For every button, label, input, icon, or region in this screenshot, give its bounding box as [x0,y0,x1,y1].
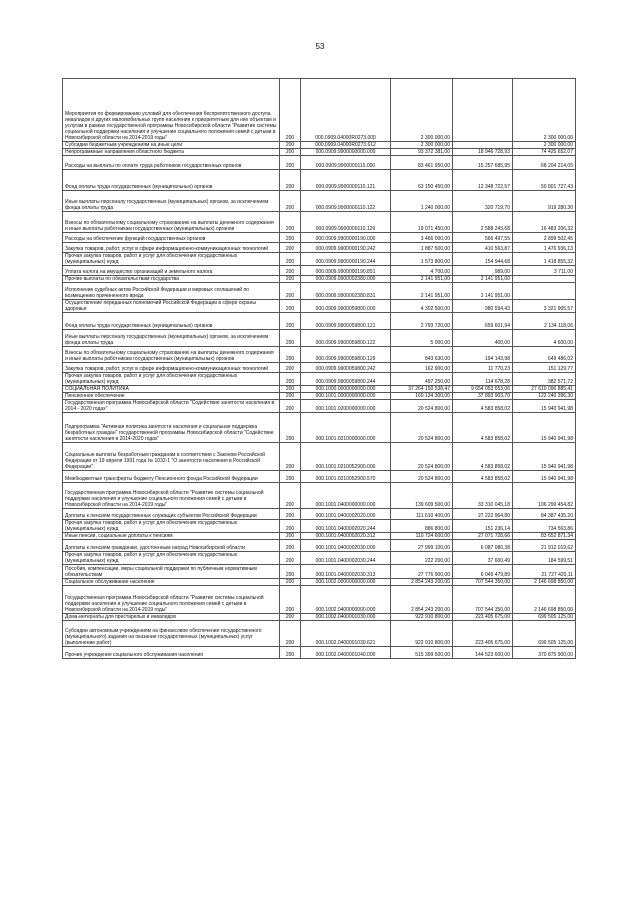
executed-amount-cell: 2 141 951,00 [453,283,513,300]
item-name-cell: Пенсионное обеспечение [63,393,280,400]
item-name-cell: Прочая закупка товаров, работ и услуг для обеспечения государственных (муниципальных) нужд [63,253,280,266]
budget-code-cell: 000.0909.9900002380.831 [301,283,391,300]
item-name-cell: Фонд оплаты труда государственных (муниципальных) органов [63,313,280,330]
budget-code-cell: 000.1001.0400002020.000 [301,509,391,520]
executed-amount-cell: 18 946 728,93 [453,149,513,156]
remaining-amount-cell: 2 146 698 850,00 [513,579,576,586]
budget-code-cell: 000.0909.9900059800.000 [301,300,391,313]
budget-code-cell: 000.0909.04000R0273.612 [301,142,391,149]
table-row [63,586,576,614]
approved-amount-cell: 5 000,00 [391,330,453,347]
remaining-amount-cell: 151 129,77 [513,363,576,373]
budget-code-cell: 000.1002.0400001030.621 [301,621,391,647]
remaining-amount-cell: 106 299 454,82 [513,483,576,509]
remaining-amount-cell: 27 610 096 885,41 [513,386,576,393]
admin-code-cell: 200 [280,393,301,400]
table-row [63,300,576,313]
remaining-amount-cell: 1 476 936,13 [513,243,576,253]
executed-amount-cell: 11 770,23 [453,363,513,373]
executed-amount-cell: 9 654 053 653,06 [453,386,513,393]
admin-code-cell: 200 [280,373,301,386]
remaining-amount-cell: 1 418 855,32 [513,253,576,266]
item-name-cell: Прочая закупка товаров, работ и услуг для обеспечения государственных (муниципальных) нужд [63,552,280,565]
executed-amount-cell: 27 071 728,66 [453,533,513,540]
budget-code-cell: 000.1001.0400002030.000 [301,540,391,552]
table-row [63,191,576,212]
table-row [63,142,576,149]
admin-code-cell: 200 [280,400,301,413]
table-row [63,533,576,540]
table-row [63,156,576,170]
executed-amount-cell: 707 544 350,00 [453,579,513,586]
executed-amount-cell: 37 600,49 [453,552,513,565]
table-row [63,647,576,659]
approved-amount-cell: 2 300 000,00 [391,79,453,142]
budget-code-cell: 000.1002.0400001030.000 [301,614,391,621]
approved-amount-cell: 2 793 720,00 [391,313,453,330]
executed-amount-cell: 4 583 858,02 [453,471,513,483]
table-row [63,443,576,471]
budget-code-cell: 000.0909.9900059800.244 [301,373,391,386]
approved-amount-cell: 922 910 800,00 [391,621,453,647]
budget-code-cell: 000.0909.9900000110.121 [301,170,391,191]
admin-code-cell: 200 [280,520,301,533]
admin-code-cell: 200 [280,300,301,313]
item-name-cell: Доплаты к пенсиям государственных служащих субъектов Российской Федерации [63,509,280,520]
remaining-amount-cell: 699 505 125,00 [513,614,576,621]
remaining-amount-cell: 15 940 941,98 [513,413,576,443]
page-number: 53 [315,42,325,51]
budget-table-body [63,79,576,659]
executed-amount-cell: 154 944,68 [453,253,513,266]
admin-code-cell: 200 [280,79,301,142]
executed-amount-cell [453,79,513,142]
admin-code-cell: 200 [280,614,301,621]
table-row [63,540,576,552]
table-row [63,283,576,300]
remaining-amount-cell: 21 727 420,11 [513,565,576,579]
approved-amount-cell: 2 141 951,00 [391,283,453,300]
approved-amount-cell: 20 524 800,00 [391,471,453,483]
admin-code-cell: 200 [280,191,301,212]
admin-code-cell: 200 [280,253,301,266]
budget-code-cell: 000.1001.0210052900.570 [301,471,391,483]
table-row [63,386,576,393]
remaining-amount-cell: 3 321 905,57 [513,300,576,313]
executed-amount-cell: 37 893 903,70 [453,393,513,400]
approved-amount-cell: 93 372 381,00 [391,149,453,156]
remaining-amount-cell: 370 875 900,00 [513,647,576,659]
budget-code-cell: 000.0909.9900059800.121 [301,313,391,330]
table-row [63,373,576,386]
remaining-amount-cell: 16 483 206,32 [513,212,576,233]
budget-code-cell: 000.1001.0000000000.000 [301,393,391,400]
approved-amount-cell: 37 264 150 538,47 [391,386,453,393]
item-name-cell: Закупка товаров, работ, услуг в сфере информационно-коммуникационных технологий [63,243,280,253]
remaining-amount-cell: 2 134 118,06 [513,313,576,330]
executed-amount-cell: 410 563,87 [453,243,513,253]
item-name-cell: Межбюджетные трансферты бюджету Пенсионного фонда Российской Федерации [63,471,280,483]
admin-code-cell: 200 [280,540,301,552]
table-row [63,266,576,276]
item-name-cell: Уплата налога на имущество организаций и земельного налога [63,266,280,276]
remaining-amount-cell: 122 240 396,30 [513,393,576,400]
admin-code-cell: 200 [280,647,301,659]
approved-amount-cell: 20 524 800,00 [391,443,453,471]
budget-code-cell: 000.0909.9900059800.122 [301,330,391,347]
executed-amount-cell: 2 141 951,00 [453,276,513,283]
item-name-cell: Доплаты к пенсиям гражданам, удостоенным наград Новосибирской области [63,540,280,552]
item-name-cell: Прочие учреждения социального обслуживания населения [63,647,280,659]
executed-amount-cell: 4 583 858,02 [453,413,513,443]
executed-amount-cell: 223 405 675,00 [453,614,513,621]
budget-code-cell: 000.0909.9900002380.000 [301,276,391,283]
executed-amount-cell: 144 523 600,00 [453,647,513,659]
admin-code-cell: 200 [280,243,301,253]
admin-code-cell: 200 [280,533,301,540]
remaining-amount-cell: 68 204 214,05 [513,156,576,170]
approved-amount-cell: 2 854 243 200,00 [391,586,453,614]
budget-code-cell: 000.1001.0400002020.244 [301,520,391,533]
table-row [63,330,576,347]
approved-amount-cell: 2 141 951,00 [391,276,453,283]
remaining-amount-cell: 2 899 502,45 [513,233,576,243]
remaining-amount-cell: 2 146 698 850,00 [513,586,576,614]
table-row [63,614,576,621]
approved-amount-cell: 4 302 500,00 [391,300,453,313]
approved-amount-cell: 83 461 950,00 [391,156,453,170]
executed-amount-cell: 400,00 [453,330,513,347]
remaining-amount-cell: 382 571,72 [513,373,576,386]
item-name-cell: Закупка товаров, работ, услуг в сфере информационно-коммуникационных технологий [63,363,280,373]
budget-code-cell: 000.1001.0210052900.000 [301,443,391,471]
table-row [63,79,576,142]
item-name-cell: Пособия, компенсации, меры социальной поддержки по публичным нормативным обязательствам [63,565,280,579]
table-row [63,212,576,233]
admin-code-cell: 200 [280,579,301,586]
table-row [63,276,576,283]
executed-amount-cell: 320 719,70 [453,191,513,212]
approved-amount-cell: 4 700,00 [391,266,453,276]
table-row [63,313,576,330]
executed-amount-cell: 4 583 858,02 [453,443,513,471]
budget-code-cell: 000.0909.9900059800.242 [301,363,391,373]
item-name-cell: Взносы по обязательному социальному страхованию на выплаты денежного содержания и иные выплаты работникам государственных (муниципальных) органов [63,347,280,363]
remaining-amount-cell: 699 505 125,00 [513,621,576,647]
remaining-amount-cell: 15 940 941,98 [513,400,576,413]
table-row [63,520,576,533]
admin-code-cell: 200 [280,313,301,330]
table-row [63,471,576,483]
admin-code-cell: 200 [280,363,301,373]
item-name-cell: Исполнение судебных актов Российской Федерации и мировых соглашений по возмещению причиненного вреда [63,283,280,300]
budget-code-cell: 000.0909.9900000190.242 [301,243,391,253]
approved-amount-cell: 2 854 243 200,00 [391,579,453,586]
approved-amount-cell: 222 200,00 [391,552,453,565]
remaining-amount-cell: 15 940 941,98 [513,443,576,471]
item-name-cell: Иные выплаты персоналу государственных (муниципальных) органов, за исключением фонда оплаты труда [63,330,280,347]
approved-amount-cell: 886 800,00 [391,520,453,533]
admin-code-cell: 200 [280,471,301,483]
item-name-cell: Иные выплаты персоналу государственных (муниципальных) органов, за исключением фонда оплаты труда [63,191,280,212]
item-name-cell: Расходы на выплаты по оплате труда работников государственных органов [63,156,280,170]
admin-code-cell: 200 [280,330,301,347]
executed-amount-cell: 4 583 858,02 [453,400,513,413]
table-row [63,565,576,579]
admin-code-cell: 200 [280,552,301,565]
budget-code-cell: 000.1002.0400000000.000 [301,586,391,614]
remaining-amount-cell: 2 300 000,00 [513,142,576,149]
admin-code-cell: 200 [280,142,301,149]
remaining-amount-cell: 21 912 019,62 [513,540,576,552]
admin-code-cell: 200 [280,266,301,276]
executed-amount-cell: 6 049 479,89 [453,565,513,579]
table-row [63,552,576,565]
table-row [63,149,576,156]
remaining-amount-cell: 15 940 941,98 [513,471,576,483]
approved-amount-cell: 20 524 800,00 [391,413,453,443]
executed-amount-cell: 12 348 722,57 [453,170,513,191]
approved-amount-cell: 1 573 800,00 [391,253,453,266]
approved-amount-cell: 3 466 000,00 [391,233,453,243]
budget-code-cell: 000.0909.9900059800.129 [301,347,391,363]
executed-amount-cell: 989,00 [453,266,513,276]
admin-code-cell: 200 [280,149,301,156]
budget-code-cell: 000.0909.9900000110.122 [301,191,391,212]
remaining-amount-cell: 50 801 727,43 [513,170,576,191]
budget-code-cell: 000.0909.9900000110.000 [301,156,391,170]
approved-amount-cell: 1 240 000,00 [391,191,453,212]
budget-code-cell: 000.0909.9900000190.244 [301,253,391,266]
table-row [63,393,576,400]
remaining-amount-cell: 84 387 435,20 [513,509,576,520]
item-name-cell: Социальное обслуживание населения [63,579,280,586]
item-name-cell: Прочая закупка товаров, работ и услуг для обеспечения государственных (муниципальных) нужд [63,520,280,533]
item-name-cell: Государственная программа Новосибирской области "Развитие системы социальной поддержки населения и улучшение социального положения семей с детьми в Новосибирской области на 2014-2019 годы" [63,586,280,614]
remaining-amount-cell [513,283,576,300]
approved-amount-cell: 497 250,00 [391,373,453,386]
budget-code-cell: 000.1001.0400000000.000 [301,483,391,509]
approved-amount-cell: 20 524 800,00 [391,400,453,413]
table-row [63,621,576,647]
budget-code-cell: 000.0909.04000R0273.000 [301,79,391,142]
table-row [63,413,576,443]
remaining-amount-cell: 734 563,86 [513,520,576,533]
remaining-amount-cell: 184 599,51 [513,552,576,565]
item-name-cell: Расходы на обеспечение функций государственных органов [63,233,280,243]
approved-amount-cell: 515 399 500,00 [391,647,453,659]
admin-code-cell: 200 [280,413,301,443]
table-row [63,363,576,373]
admin-code-cell: 200 [280,233,301,243]
executed-amount-cell: 114 678,28 [453,373,513,386]
executed-amount-cell: 6 087 080,38 [453,540,513,552]
item-name-cell: Субсидии бюджетным учреждениям на иные цели [63,142,280,149]
budget-code-cell: 000.0909.9900000110.129 [301,212,391,233]
approved-amount-cell: 27 999 100,00 [391,540,453,552]
admin-code-cell: 200 [280,212,301,233]
admin-code-cell: 200 [280,443,301,471]
executed-amount-cell: 2 588 243,68 [453,212,513,233]
remaining-amount-cell: 4 600,00 [513,330,576,347]
admin-code-cell: 200 [280,483,301,509]
executed-amount-cell: 566 497,55 [453,233,513,243]
approved-amount-cell: 160 134 300,00 [391,393,453,400]
approved-amount-cell: 162 900,00 [391,363,453,373]
table-row [63,243,576,253]
remaining-amount-cell: 3 711,00 [513,266,576,276]
executed-amount-cell: 659 601,94 [453,313,513,330]
executed-amount-cell: 33 310 045,18 [453,483,513,509]
remaining-amount-cell: 2 300 000,00 [513,79,576,142]
item-name-cell: Мероприятия по формированию условий для обеспечения беспрепятственного доступа инвалидов и других маломобильных групп населения к приоритетным для них объектам и услугам в рамках государственной программы Новосибирской области "Развитие системы социальной поддержки населения и улучшение социального положения семей с детьми в Новосибирской области на 2014-2019 годы" [63,79,280,142]
item-name-cell: Подпрограмма "Активная политика занятости населения и социальная поддержка безработных граждан" государственной программы Новосибирской области "Содействие занятости населения в 2014-2020 годах" [63,413,280,443]
item-name-cell: Прочая закупка товаров, работ и услуг для обеспечения государственных (муниципальных) нужд [63,373,280,386]
approved-amount-cell: 1 887 500,00 [391,243,453,253]
executed-amount-cell: 980 594,43 [453,300,513,313]
executed-amount-cell: 27 222 964,80 [453,509,513,520]
remaining-amount-cell [513,276,576,283]
item-name-cell: Непрограммные направления областного бюджета [63,149,280,156]
table-row [63,347,576,363]
admin-code-cell: 200 [280,386,301,393]
admin-code-cell: 200 [280,156,301,170]
table-row [63,253,576,266]
item-name-cell: Иные пенсии, социальные доплаты к пенсиям [63,533,280,540]
item-name-cell: Социальные выплаты безработным гражданам в соответствии с Законом Российской Федерации от 19 апреля 1991 года № 1032-1 "О занятости населения в Российской Федерации" [63,443,280,471]
budget-code-cell: 000.1001.0210000000.000 [301,413,391,443]
admin-code-cell: 200 [280,170,301,191]
table-row [63,400,576,413]
admin-code-cell: 200 [280,347,301,363]
budget-table [62,78,576,659]
budget-code-cell: 000.1002.0400001040.000 [301,647,391,659]
admin-code-cell: 200 [280,276,301,283]
remaining-amount-cell: 919 280,30 [513,191,576,212]
admin-code-cell: 200 [280,621,301,647]
remaining-amount-cell: 83 652 871,34 [513,533,576,540]
budget-code-cell: 000.0909.9900000190.000 [301,233,391,243]
budget-code-cell: 000.0909.9900000190.851 [301,266,391,276]
item-name-cell: Государственная программа Новосибирской области "Содействие занятости населения в 2014 - 2020 годах" [63,400,280,413]
executed-amount-cell [453,142,513,149]
budget-code-cell: 000.1000.0000000000.000 [301,386,391,393]
admin-code-cell: 200 [280,283,301,300]
table-row [63,170,576,191]
budget-code-cell: 000.1001.0400002030.244 [301,552,391,565]
approved-amount-cell: 843 630,00 [391,347,453,363]
item-name-cell: Государственная программа Новосибирской области "Развитие системы социальной поддержки населения и улучшение социального положения семей с детьми в Новосибирской области на 2014-2019 годы" [63,483,280,509]
approved-amount-cell: 111 610 400,00 [391,509,453,520]
budget-code-cell: 000.1001.0400002030.313 [301,565,391,579]
approved-amount-cell: 922 910 800,00 [391,614,453,621]
table-row [63,483,576,509]
table-row [63,233,576,243]
approved-amount-cell: 19 071 450,00 [391,212,453,233]
executed-amount-cell: 15 257 685,95 [453,156,513,170]
budget-code-cell: 000.0909.9900000000.000 [301,149,391,156]
budget-code-cell: 000.1002.0000000000.000 [301,579,391,586]
item-name-cell: Прочие выплаты по обязательствам государства [63,276,280,283]
executed-amount-cell: 151 236,14 [453,520,513,533]
remaining-amount-cell: 74 425 652,07 [513,149,576,156]
approved-amount-cell: 63 150 450,00 [391,170,453,191]
item-name-cell: СОЦИАЛЬНАЯ ПОЛИТИКА [63,386,280,393]
approved-amount-cell: 139 609 500,00 [391,483,453,509]
executed-amount-cell: 194 143,98 [453,347,513,363]
remaining-amount-cell: 649 486,02 [513,347,576,363]
item-name-cell: Фонд оплаты труда государственных (муниципальных) органов [63,170,280,191]
admin-code-cell: 200 [280,565,301,579]
admin-code-cell: 200 [280,586,301,614]
item-name-cell: Взносы по обязательному социальному страхованию на выплаты денежного содержания и иные выплаты работникам государственных (муниципальных) органов [63,212,280,233]
approved-amount-cell: 2 300 000,00 [391,142,453,149]
approved-amount-cell: 110 724 600,00 [391,533,453,540]
approved-amount-cell: 27 776 900,00 [391,565,453,579]
budget-code-cell: 000.1001.0400002020.312 [301,533,391,540]
admin-code-cell: 200 [280,509,301,520]
table-row [63,579,576,586]
item-name-cell: Дома-интернаты для престарелых и инвалидов [63,614,280,621]
item-name-cell: Осуществление переданных полномочий Российской Федерации в сфере охраны здоровья [63,300,280,313]
table-row [63,509,576,520]
item-name-cell: Субсидии автономным учреждениям на финансовое обеспечение государственного (муниципального) задания на оказание государственных (муниципальных) услуг (выполнение работ) [63,621,280,647]
executed-amount-cell: 707 544 350,00 [453,586,513,614]
executed-amount-cell: 223 405 675,00 [453,621,513,647]
budget-code-cell: 000.1001.0200000000.000 [301,400,391,413]
